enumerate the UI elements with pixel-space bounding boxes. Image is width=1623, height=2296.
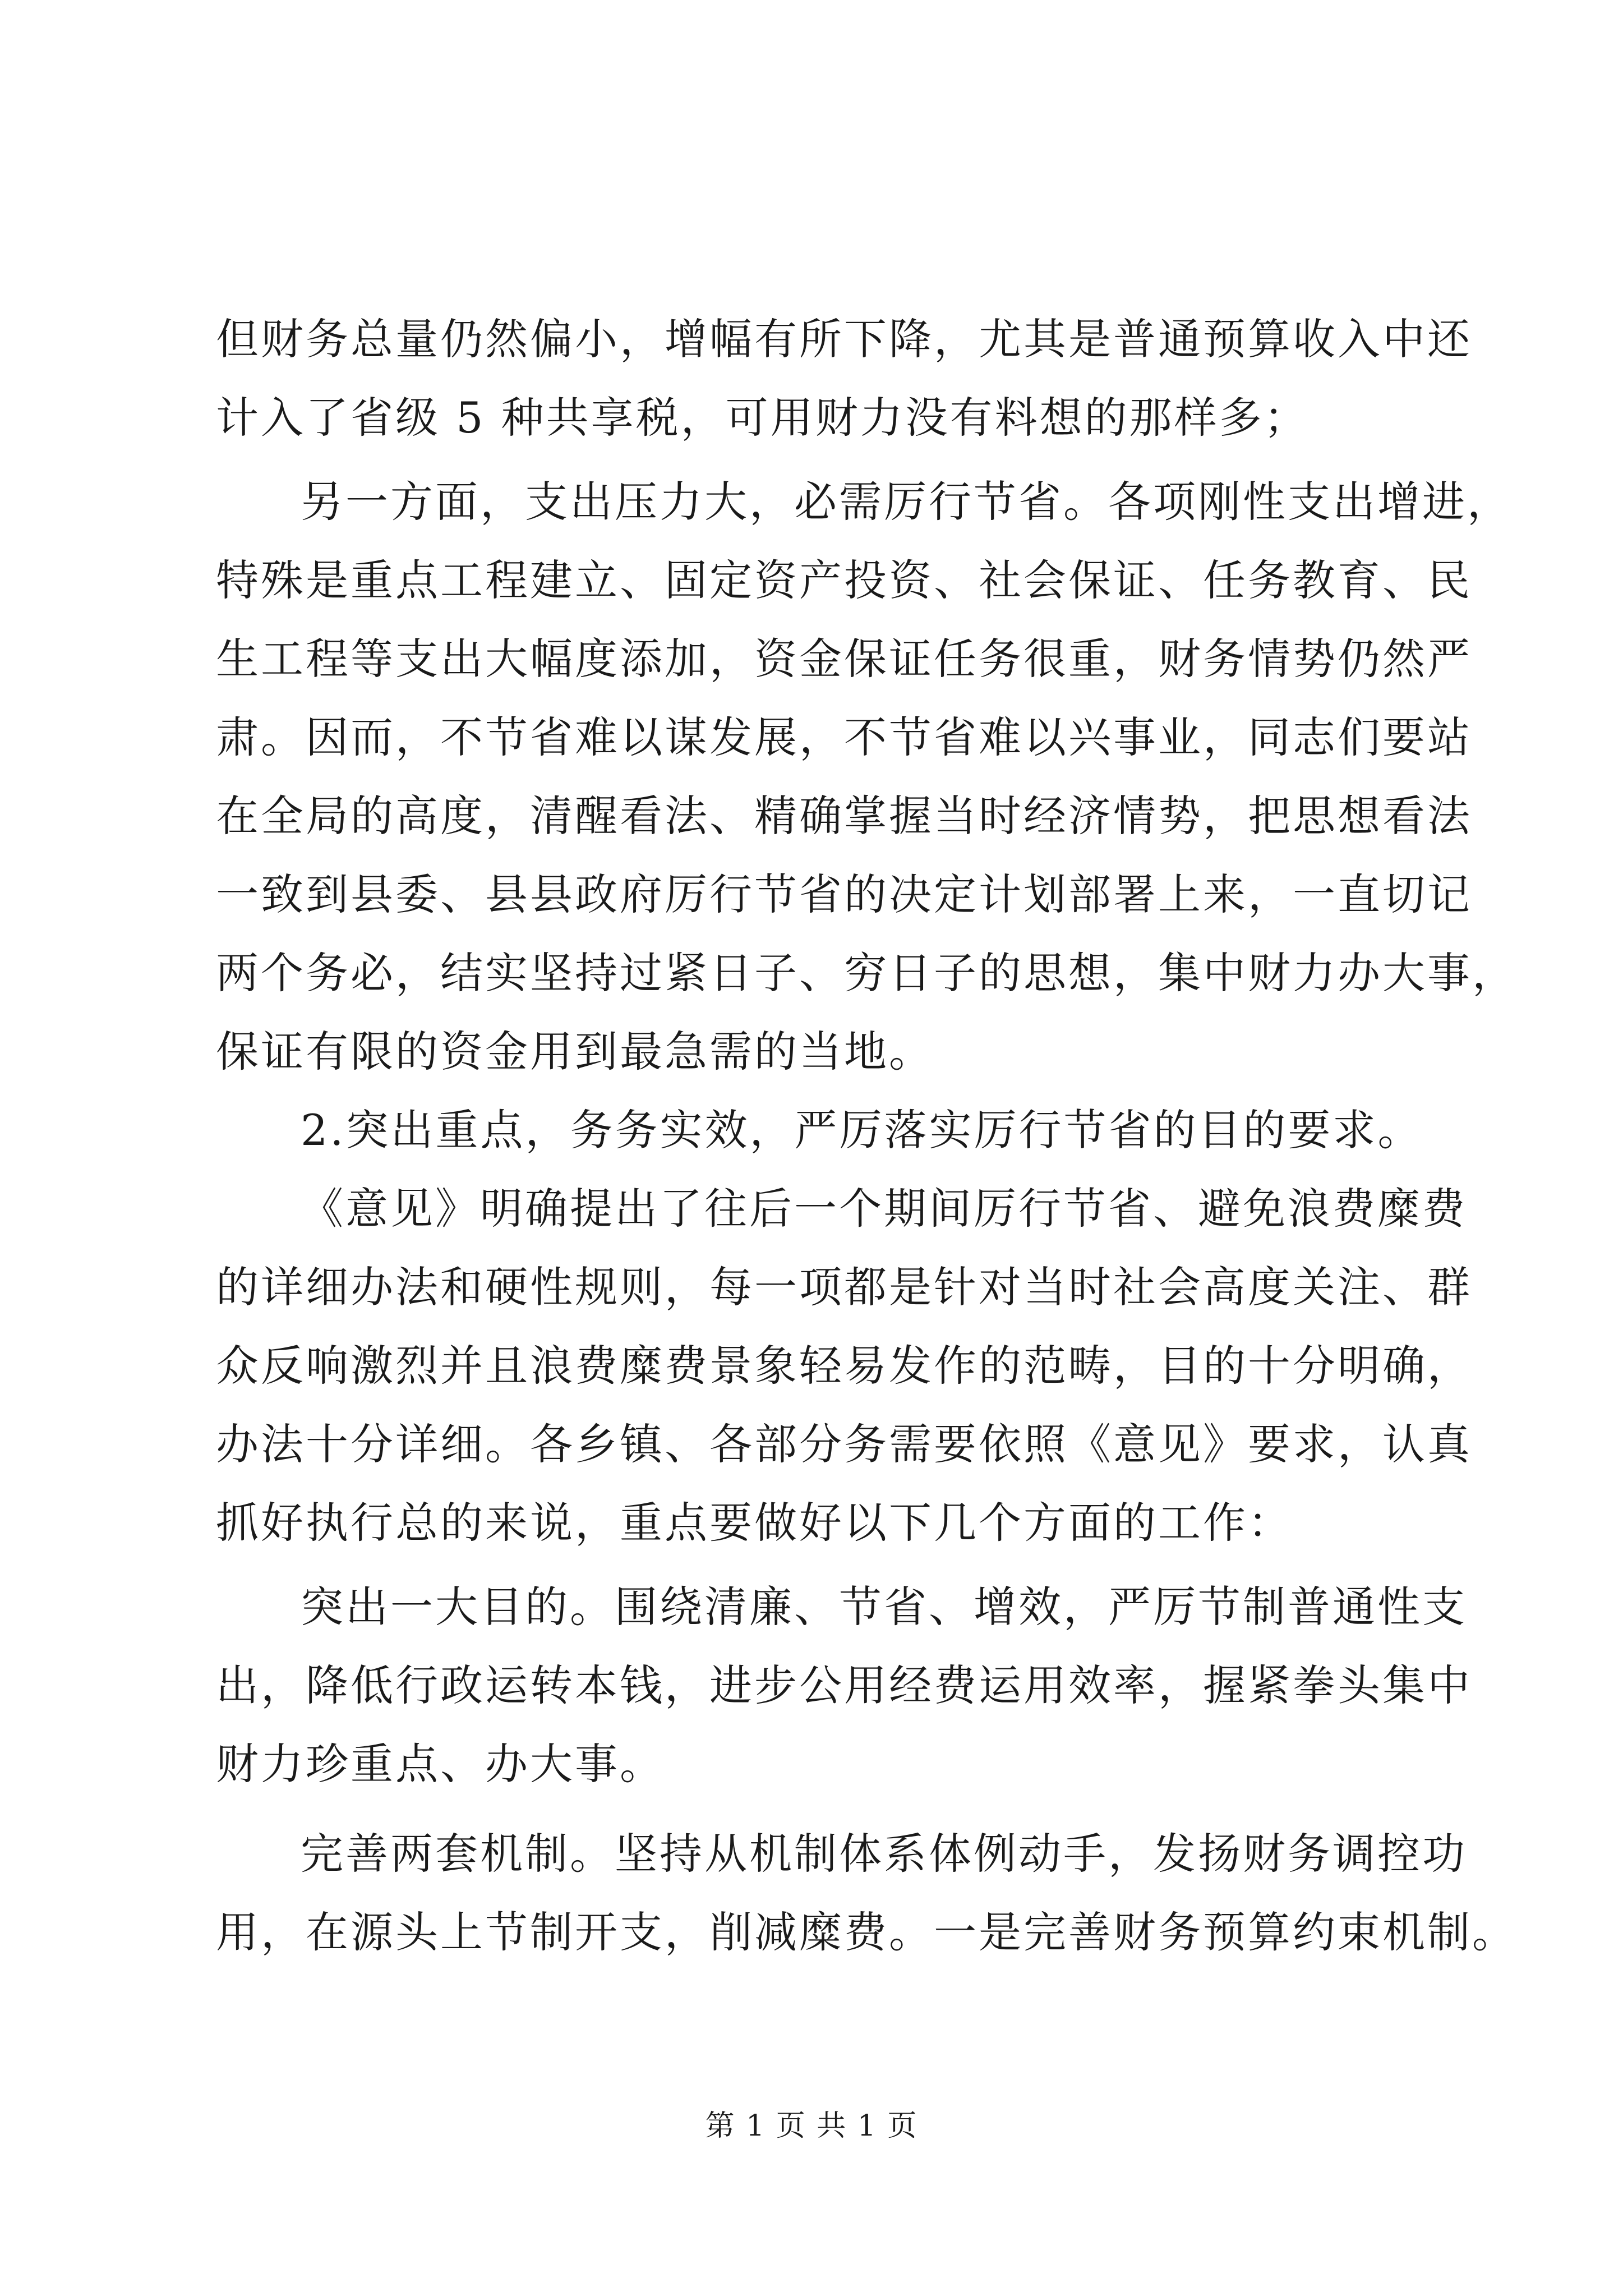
paragraph-line: 两个务必，结实坚持过紧日子、穷日子的思想，集中财力办大事， <box>216 948 1517 998</box>
paragraph-line: 特殊是重点工程建立、固定资产投资、社会保证、任务教育、民 <box>216 555 1472 605</box>
paragraph-line: 突出一大目的。围绕清廉、节省、增效，严厉节制普通性支 <box>301 1582 1467 1632</box>
paragraph-line: 的详细办法和硬性规则，每一项都是针对当时社会高度关注、群 <box>216 1262 1472 1312</box>
paragraph-line: 生工程等支出大幅度添加，资金保证任务很重，财务情势仍然严 <box>216 634 1472 684</box>
paragraph-line: 《意见》明确提出了往后一个期间厉行节省、避免浪费糜费 <box>301 1184 1467 1234</box>
paragraph-line: 出，降低行政运转本钱，进步公用经费运用效率，握紧拳头集中 <box>216 1660 1472 1710</box>
paragraph-line: 完善两套机制。坚持从机制体系体例动手，发扬财务调控功 <box>301 1829 1467 1879</box>
paragraph-line: 众反响激烈并且浪费糜费景象轻易发作的范畴，目的十分明确， <box>216 1341 1472 1391</box>
paragraph-line: 用，在源头上节制开支，削减糜费。一是完善财务预算约束机制。 <box>216 1907 1517 1957</box>
page-footer: 第 1 页 共 1 页 <box>705 2109 918 2143</box>
paragraph-line: 另一方面，支出压力大，必需厉行节省。各项刚性支出增进， <box>301 477 1512 527</box>
paragraph-line: 办法十分详细。各乡镇、各部分务需要依照《意见》要求，认真 <box>216 1419 1472 1469</box>
paragraph-line: 在全局的高度，清醒看法、精确掌握当时经济情势，把思想看法 <box>216 791 1472 841</box>
section-heading: 2.突出重点，务务实效，严厉落实厉行节省的目的要求。 <box>301 1105 1423 1155</box>
paragraph-line: 财力珍重点、办大事。 <box>216 1739 665 1789</box>
paragraph-line: 但财务总量仍然偏小，增幅有所下降，尤其是普通预算收入中还 <box>216 314 1472 364</box>
paragraph-line: 计入了省级 5 种共享税，可用财力没有料想的那样多； <box>216 393 1309 443</box>
paragraph-line: 抓好执行总的来说，重点要做好以下几个方面的工作： <box>216 1498 1293 1548</box>
paragraph-line: 肃。因而，不节省难以谋发展，不节省难以兴事业，同志们要站 <box>216 712 1472 762</box>
paragraph-line: 保证有限的资金用到最急需的当地。 <box>216 1027 934 1076</box>
paragraph-line: 一致到县委、县县政府厉行节省的决定计划部署上来，一直切记 <box>216 869 1472 919</box>
